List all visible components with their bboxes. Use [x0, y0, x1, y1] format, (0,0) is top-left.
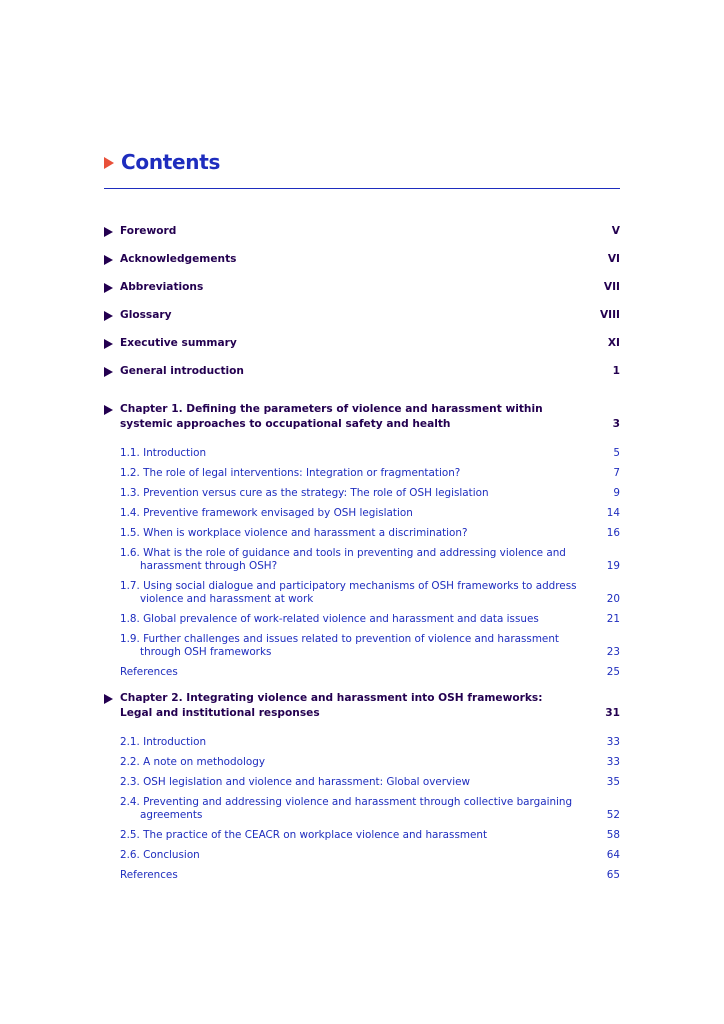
toc-section-2-6[interactable] [120, 849, 620, 862]
title-text: Contents [121, 150, 221, 174]
toc-entry-general-introduction[interactable] [104, 364, 620, 379]
toc-section-2-3[interactable] [120, 776, 620, 789]
toc-section-1-7[interactable] [120, 580, 620, 606]
page-title [104, 150, 220, 174]
toc-section-page: 14 [606, 507, 620, 519]
toc-section-label: 1.4. Preventive framework envisaged by OSH legislation [120, 507, 413, 519]
toc-entry-page: VII [603, 281, 620, 293]
toc-section-1-9[interactable] [120, 633, 620, 659]
toc-section-page: 16 [606, 527, 620, 539]
toc-section-label: 1.6. What is the role of guidance and tools in preventing and addressing violence and harassment through OSH? [120, 547, 566, 572]
arrow-icon [104, 255, 113, 265]
toc-section-label: 1.8. Global prevalence of work-related violence and harassment and data issues [120, 613, 539, 625]
toc-section-page: 58 [606, 829, 620, 841]
toc-entry-page: VIII [599, 309, 620, 321]
toc-entry-executive-summary[interactable] [104, 336, 620, 351]
toc-section-label: 1.5. When is workplace violence and harassment a discrimination? [120, 527, 468, 539]
title-arrow-icon [104, 157, 114, 169]
toc-entry-page: XI [607, 337, 620, 349]
toc-entry-glossary[interactable] [104, 308, 620, 323]
toc-chapter-2[interactable] [104, 691, 620, 721]
toc-chapter-title-line2: Legal and institutional responses [120, 707, 320, 719]
arrow-icon [104, 227, 113, 237]
title-divider [104, 188, 620, 189]
toc-section-label: References [120, 666, 178, 678]
toc-entry-acknowledgements[interactable] [104, 252, 620, 267]
arrow-icon [104, 283, 113, 293]
toc-section-page: 65 [606, 869, 620, 881]
toc-section-2-4[interactable] [120, 796, 620, 822]
toc-section-page: 33 [606, 756, 620, 768]
toc-entry-label: General introduction [120, 365, 244, 377]
toc-entry-page: 1 [612, 365, 620, 377]
toc-entry-abbreviations[interactable] [104, 280, 620, 295]
toc-section-references-1[interactable] [120, 666, 620, 679]
toc-section-page: 20 [606, 593, 620, 605]
toc-section-1-5[interactable] [120, 527, 620, 540]
toc-section-page: 9 [613, 487, 620, 499]
toc-entry-label: Foreword [120, 225, 177, 237]
toc-section-1-1[interactable] [120, 447, 620, 460]
toc-section-page: 19 [606, 560, 620, 572]
toc-entry-label: Abbreviations [120, 281, 204, 293]
toc-entry-label: Executive summary [120, 337, 237, 349]
toc-section-1-4[interactable] [120, 507, 620, 520]
toc-section-1-6[interactable] [120, 547, 620, 573]
toc-section-page: 21 [606, 613, 620, 625]
arrow-icon [104, 405, 113, 415]
arrow-icon [104, 311, 113, 321]
toc-section-label: 2.6. Conclusion [120, 849, 200, 861]
toc-entry-label: Glossary [120, 309, 172, 321]
toc-section-1-2[interactable] [120, 467, 620, 480]
arrow-icon [104, 367, 113, 377]
toc-section-2-5[interactable] [120, 829, 620, 842]
toc-section-label: 2.5. The practice of the CEACR on workplace violence and harassment [120, 829, 488, 841]
toc-section-references-2[interactable] [120, 869, 620, 882]
toc-section-page: 52 [606, 809, 620, 821]
toc-section-label: 1.7. Using social dialogue and participatory mechanisms of OSH frameworks to address violence and harassment at work [120, 580, 577, 605]
toc-section-page: 35 [606, 776, 620, 788]
toc-section-page: 23 [606, 646, 620, 658]
toc-entry-page: 31 [605, 707, 620, 719]
toc-section-page: 7 [613, 467, 620, 479]
toc-chapter-title: Chapter 1. Defining the parameters of violence and harassment within systemic approaches to occupational safety and health [120, 403, 543, 430]
toc-chapter-title-line1: Chapter 2. Integrating violence and harassment into OSH frameworks: [120, 692, 543, 704]
toc-entry-foreword[interactable] [104, 224, 620, 239]
toc-entry-page: VI [607, 253, 620, 265]
toc-section-1-8[interactable] [120, 613, 620, 626]
toc-section-2-1[interactable] [120, 736, 620, 749]
toc-section-label: 2.2. A note on methodology [120, 756, 265, 768]
toc-section-2-2[interactable] [120, 756, 620, 769]
toc-entry-label: Acknowledgements [120, 253, 237, 265]
toc-section-label: 1.9. Further challenges and issues related to prevention of violence and harassment through OSH frameworks [120, 633, 559, 658]
toc-section-label: 1.3. Prevention versus cure as the strategy: The role of OSH legislation [120, 487, 489, 499]
toc-section-page: 64 [606, 849, 620, 861]
toc-section-label: 2.1. Introduction [120, 736, 207, 748]
toc-entry-page: 3 [612, 418, 620, 430]
toc-section-page: 5 [613, 447, 620, 459]
arrow-icon [104, 339, 113, 349]
arrow-icon [104, 694, 113, 704]
toc-section-page: 25 [606, 666, 620, 678]
toc-section-label: 1.2. The role of legal interventions: Integration or fragmentation? [120, 467, 461, 479]
toc-section-label: 1.1. Introduction [120, 447, 207, 459]
toc-section-label: 2.3. OSH legislation and violence and harassment: Global overview [120, 776, 470, 788]
toc-entry-page: V [611, 225, 620, 237]
toc-chapter-1[interactable] [104, 402, 620, 432]
toc-section-page: 33 [606, 736, 620, 748]
toc-section-1-3[interactable] [120, 487, 620, 500]
toc-section-label: References [120, 869, 178, 881]
toc-section-label: 2.4. Preventing and addressing violence and harassment through collective bargaining agreements [120, 796, 573, 821]
